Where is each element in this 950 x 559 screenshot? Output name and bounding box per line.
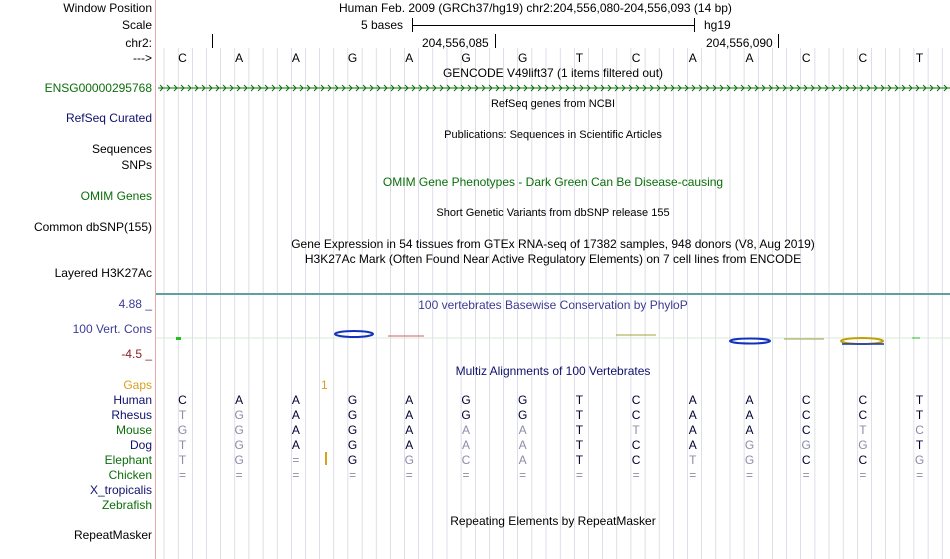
- alignment-base: =: [292, 468, 300, 482]
- alignment-base: C: [858, 408, 868, 422]
- alignment-base: G: [347, 423, 358, 437]
- window-position-value: Human Feb. 2009 (GRCh37/hg19) chr2:204,556,080-204,556,093 (14 bp): [339, 1, 732, 15]
- scale-bar: [412, 25, 695, 26]
- scale-text: 5 bases: [361, 18, 404, 32]
- reference-base: C: [631, 51, 641, 65]
- alignment-base: T: [178, 408, 187, 422]
- ruler-tick-1: [495, 34, 496, 48]
- gene-name-label[interactable]: ENSG00000295768: [44, 81, 152, 95]
- alignment-base: T: [915, 438, 924, 452]
- repeatmasker-label[interactable]: RepeatMasker: [73, 528, 152, 542]
- alignment-base: A: [461, 438, 470, 452]
- alignment-base: A: [745, 423, 754, 437]
- phylop-max-label: 4.88 _: [118, 297, 152, 311]
- alignment-base: G: [518, 408, 528, 422]
- phylop-min-label: -4.5 _: [121, 347, 152, 361]
- reference-base: A: [745, 51, 754, 65]
- alignment-base: A: [745, 393, 754, 407]
- alignment-base: G: [234, 438, 244, 452]
- gap-marker: [325, 452, 327, 465]
- refseq-track-title[interactable]: RefSeq genes from NCBI: [490, 98, 616, 110]
- strand-label: --->: [133, 51, 152, 65]
- scale-label: Scale: [121, 18, 152, 32]
- gap-count: 1: [321, 378, 328, 392]
- label-column-border: [155, 0, 156, 559]
- alignment-base: T: [632, 423, 640, 437]
- alignment-base: G: [461, 408, 471, 422]
- alignment-base: =: [689, 468, 697, 482]
- ruler-tick-2: [778, 34, 779, 48]
- alignment-base: T: [575, 453, 584, 467]
- species-label[interactable]: Chicken: [108, 468, 152, 482]
- alignment-base: =: [292, 453, 300, 467]
- alignment-base: A: [518, 423, 527, 437]
- alignment-base: =: [916, 468, 924, 482]
- alignment-base: T: [575, 423, 584, 437]
- alignment-base: C: [915, 423, 924, 437]
- alignment-base: G: [461, 393, 471, 407]
- alignment-base: T: [178, 453, 187, 467]
- h3k27ac-track-title[interactable]: H3K27Ac Mark (Often Found Near Active Regulatory Elements) on 7 cell lines from ENCODE: [304, 252, 802, 266]
- alignment-base: G: [744, 453, 755, 467]
- alignment-base: C: [801, 393, 811, 407]
- species-label[interactable]: Human: [113, 393, 152, 407]
- alignment-base: G: [518, 393, 528, 407]
- repeatmasker-track-title[interactable]: Repeating Elements by RepeatMasker: [450, 514, 656, 528]
- alignment-base: =: [575, 468, 583, 482]
- alignment-base: A: [461, 423, 470, 437]
- alignment-base: G: [404, 453, 414, 467]
- alignment-base: C: [858, 453, 868, 467]
- gene-feature-arrows[interactable]: [158, 82, 950, 94]
- omim-genes-label[interactable]: OMIM Genes: [80, 189, 152, 203]
- alignment-base: A: [291, 408, 300, 422]
- alignment-base: A: [405, 423, 414, 437]
- dbsnp-track-title[interactable]: Short Genetic Variants from dbSNP release 155: [436, 207, 670, 219]
- phylop-wiggle[interactable]: [156, 328, 950, 348]
- scale-bar-left-tick: [412, 18, 413, 32]
- scale-bar-right-tick: [694, 18, 695, 32]
- alignment-base: A: [518, 438, 527, 452]
- alignment-base: =: [859, 468, 867, 482]
- alignment-base: G: [744, 438, 755, 452]
- alignment-base: G: [234, 453, 244, 467]
- snps-label[interactable]: SNPs: [121, 158, 152, 172]
- alignment-base: A: [405, 393, 414, 407]
- alignment-base: =: [349, 468, 357, 482]
- dbsnp-label[interactable]: Common dbSNP(155): [33, 220, 152, 234]
- alignment-base: =: [405, 468, 413, 482]
- omim-track-title[interactable]: OMIM Gene Phenotypes - Dark Green Can Be Disease-causing: [382, 175, 724, 189]
- gencode-track-title[interactable]: GENCODE V49lift37 (1 items filtered out): [442, 66, 664, 80]
- alignment-base: A: [688, 408, 697, 422]
- alignment-base: C: [631, 408, 641, 422]
- alignment-base: A: [405, 438, 414, 452]
- alignment-base: A: [291, 438, 300, 452]
- alignment-base: T: [689, 453, 697, 467]
- ruler-coord-1: 204,556,085: [422, 36, 489, 50]
- alignment-base: C: [461, 453, 471, 467]
- window-position-label: Window Position: [63, 1, 152, 15]
- species-label[interactable]: Mouse: [115, 423, 152, 437]
- alignment-base: G: [347, 438, 358, 452]
- alignment-base: G: [234, 408, 244, 422]
- alignment-base: A: [688, 423, 697, 437]
- gaps-label[interactable]: Gaps: [123, 378, 152, 392]
- alignment-base: T: [575, 408, 584, 422]
- alignment-base: G: [858, 438, 868, 452]
- alignment-base: A: [518, 453, 527, 467]
- alignment-base: T: [575, 438, 584, 452]
- alignment-base: T: [915, 408, 924, 422]
- alignment-base: A: [688, 438, 697, 452]
- alignment-base: C: [801, 423, 811, 437]
- gtex-track-title[interactable]: Gene Expression in 54 tissues from GTEx RNA-seq of 17382 samples, 948 donors (V8, Aug 2019): [291, 237, 815, 251]
- alignment-base: C: [631, 393, 641, 407]
- track-separator: [156, 293, 950, 295]
- alignment-base: T: [859, 423, 867, 437]
- alignment-base: T: [178, 438, 187, 452]
- reference-base: G: [461, 51, 471, 65]
- reference-base: C: [178, 51, 187, 65]
- alignment-base: G: [234, 423, 244, 437]
- alignment-base: =: [802, 468, 810, 482]
- alignment-base: C: [631, 453, 641, 467]
- reference-base: G: [347, 51, 358, 65]
- alignment-base: C: [178, 393, 187, 407]
- alignment-base: G: [177, 423, 188, 437]
- alignment-base: T: [915, 393, 924, 407]
- refseq-curated-label[interactable]: RefSeq Curated: [65, 111, 152, 125]
- species-label[interactable]: Dog: [129, 438, 152, 452]
- publications-track-title[interactable]: Publications: Sequences in Scientific Articles: [444, 129, 662, 141]
- alignment-base: =: [235, 468, 243, 482]
- species-label[interactable]: Zebrafish: [101, 498, 152, 512]
- reference-base: A: [405, 51, 414, 65]
- alignment-base: G: [347, 453, 358, 467]
- sequences-label[interactable]: Sequences: [91, 142, 152, 156]
- reference-base: A: [688, 51, 697, 65]
- ruler-coord-2: 204,556,090: [706, 36, 773, 50]
- multiz-track-title[interactable]: Multiz Alignments of 100 Vertebrates: [455, 364, 651, 378]
- reference-base: G: [518, 51, 528, 65]
- alignment-base: A: [291, 393, 300, 407]
- alignment-base: C: [801, 453, 811, 467]
- alignment-base: G: [801, 438, 811, 452]
- alignment-base: =: [462, 468, 470, 482]
- alignment-base: C: [631, 438, 641, 452]
- species-label[interactable]: X_tropicalis: [89, 483, 152, 497]
- alignment-base: C: [858, 393, 868, 407]
- species-label[interactable]: Rhesus: [111, 408, 152, 422]
- ruler-tick-0: [212, 34, 213, 48]
- alignment-base: A: [688, 393, 697, 407]
- alignment-base: A: [235, 393, 244, 407]
- reference-base: T: [575, 51, 584, 65]
- phylop-label[interactable]: 100 Vert. Cons: [72, 322, 152, 336]
- alignment-base: =: [632, 468, 640, 482]
- alignment-base: A: [291, 423, 300, 437]
- alignment-base: =: [178, 468, 186, 482]
- reference-base: C: [801, 51, 811, 65]
- alignment-base: G: [347, 408, 358, 422]
- reference-base: T: [915, 51, 924, 65]
- reference-base: A: [291, 51, 300, 65]
- reference-base: A: [235, 51, 244, 65]
- alignment-base: A: [405, 408, 414, 422]
- alignment-base: =: [519, 468, 527, 482]
- alignment-base: G: [347, 393, 358, 407]
- alignment-base: T: [575, 393, 584, 407]
- scale-assembly: hg19: [704, 18, 731, 32]
- species-label[interactable]: Elephant: [104, 453, 152, 467]
- alignment-base: A: [745, 408, 754, 422]
- alignment-base: C: [801, 408, 811, 422]
- chrom-label: chr2:: [125, 36, 152, 50]
- alignment-base: G: [914, 453, 925, 467]
- h3k27ac-label[interactable]: Layered H3K27Ac: [54, 266, 152, 280]
- reference-base: C: [858, 51, 868, 65]
- phylop-track-title[interactable]: 100 vertebrates Basewise Conservation by PhyloP: [418, 298, 688, 312]
- alignment-base: =: [745, 468, 753, 482]
